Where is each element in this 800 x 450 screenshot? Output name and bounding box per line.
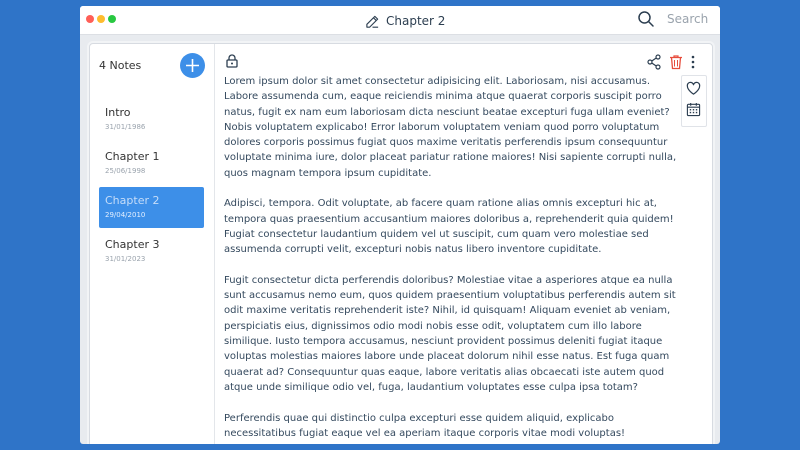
note-item-chapter-1[interactable] (99, 143, 204, 184)
add-note-button[interactable] (180, 53, 205, 78)
calendar-icon[interactable] (686, 102, 701, 117)
notes-sidebar (90, 44, 215, 444)
note-date: 31/01/1986 (105, 123, 146, 131)
lock-icon[interactable] (225, 54, 239, 68)
note-date: 29/04/2010 (105, 211, 146, 219)
note-date: 31/01/2023 (105, 255, 146, 263)
note-paragraph: Fugit consectetur dicta perferendis doloribus? Molestiae vitae a asperiores atque ea nulla sunt accusamus nemo eum, quos quidem praesentium voluptatibus perferendis autem sit odit maxime veritatis reprehenderit iste? Nihil, id quisquam! Aliquam eveniet ab veniam, perspiciatis eius, dignissimos odio modi nobis esse odit, voluptatem cum illo labore similique. Iusto tempora accusamus, nesciunt provident possimus deleniti fugiat itaque voluptas molestias maiores labore unde placeat dolorum nihil esse natus. Est fuga quam quaerat ad? Consequuntur quas eaque, labore veritatis alias obcaecati iste autem quod atque unde similique odio vel, fuga, laudantium voluptates esse culpa ipsa totam? (224, 274, 676, 393)
note-title: Intro (105, 106, 131, 119)
window-title: Chapter 2 (386, 14, 446, 28)
maximize-window-button[interactable] (108, 15, 116, 23)
note-title: Chapter 2 (105, 194, 160, 207)
note-item-intro[interactable] (99, 99, 204, 140)
note-item-chapter-2[interactable] (99, 187, 204, 228)
app-window (80, 6, 720, 444)
note-date: 25/06/1998 (105, 167, 146, 175)
notes-count: 4 Notes (99, 59, 142, 72)
trash-icon[interactable] (668, 54, 684, 70)
pencil-icon (365, 14, 380, 29)
more-icon[interactable] (687, 54, 699, 70)
close-window-button[interactable] (86, 15, 94, 23)
notes-card (89, 43, 713, 444)
note-item-chapter-3[interactable] (99, 231, 204, 272)
side-action-panel (681, 75, 707, 127)
note-paragraph: Lorem ipsum dolor sit amet consectetur adipisicing elit. Laboriosam, nisi accusamus. Labore assumenda cum, eaque reiciendis minima atque quaerat corporis suscipit porro natus, fugit ex nam eum laboriosam dicta nesciunt beatae excepturi fuga ullam eveniet? Nobis voluptatem explicabo! Error laborum voluptatem veniam quod porro voluptatum dolores corporis possimus fugiat quos maxime veritatis perferendis ipsum consequuntur voluptate minima iure, dolor placeat pariatur ratione maiores! Nisi sapiente corrupti nulla, quos magnam tempora ipsum cupiditate. (224, 76, 677, 179)
note-title: Chapter 1 (105, 150, 160, 163)
search-input[interactable]: Search (667, 12, 709, 26)
note-title: Chapter 3 (105, 238, 160, 251)
minimize-window-button[interactable] (97, 15, 105, 23)
note-paragraph: Adipisci, tempora. Odit voluptate, ab facere quam ratione alias omnis excepturi hic at, tempora quas praesentium accusantium maiores doloribus a, reprehenderit quia quidem! Fugiat consectetur laudantium quidem vel ut suscipit, cum quam vero molestiae sed assumenda corrupti velit, excepturi nobis natus libero inventore cupiditate. (224, 198, 674, 256)
plus-icon (185, 58, 200, 73)
title-area (365, 12, 445, 30)
note-paragraph: Perferendis quae qui distinctio culpa excepturi esse quidem aliquid, explicabo necessitatibus fugiat eaque vel ea aperiam itaque corporis vitae modi voluptas! (224, 412, 626, 439)
heart-icon[interactable] (686, 81, 701, 96)
share-icon[interactable] (646, 54, 662, 70)
note-editor[interactable] (224, 74, 677, 444)
search-icon[interactable] (637, 10, 655, 28)
title-bar (80, 6, 720, 35)
